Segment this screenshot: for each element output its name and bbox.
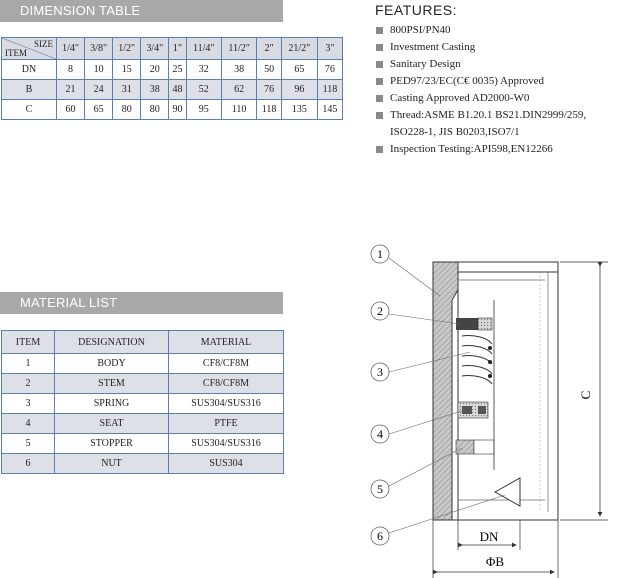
valve-seat xyxy=(458,402,488,418)
table-cell: 32 xyxy=(186,60,221,80)
feature-item-continuation: ISO228-1, JIS B0203,ISO7/1 xyxy=(390,126,520,138)
dimension-c-label: C xyxy=(578,390,593,400)
valve-nut xyxy=(495,478,520,506)
table-cell: 4 xyxy=(2,414,55,434)
table-cell: 25 xyxy=(169,60,186,80)
size-header: 1" xyxy=(169,38,186,60)
svg-text:4: 4 xyxy=(377,427,383,441)
table-cell: 80 xyxy=(141,100,169,120)
table-cell: 90 xyxy=(169,100,186,120)
feature-item: Casting Approved AD2000-W0 xyxy=(375,90,622,107)
table-cell: NUT xyxy=(55,454,169,474)
table-cell: 80 xyxy=(113,100,141,120)
size-header: 1/2" xyxy=(113,38,141,60)
table-cell: 6 xyxy=(2,454,55,474)
size-header: 1/4" xyxy=(57,38,85,60)
dimension-table-title: DIMENSION TABLE xyxy=(0,0,283,22)
corner-size-label: SIZE xyxy=(34,39,53,49)
row-label: B xyxy=(2,80,57,100)
valve-stem xyxy=(456,318,492,330)
table-cell: BODY xyxy=(55,354,169,374)
svg-text:3: 3 xyxy=(377,365,383,379)
table-cell: 31 xyxy=(113,80,141,100)
table-cell: 24 xyxy=(85,80,113,100)
table-cell: 21 xyxy=(57,80,85,100)
column-header: MATERIAL xyxy=(169,331,284,354)
table-cell: 50 xyxy=(257,60,282,80)
table-cell: 62 xyxy=(221,80,256,100)
feature-item: 800PSI/PN40 xyxy=(375,22,622,39)
table-cell: 65 xyxy=(85,100,113,120)
table-cell: STOPPER xyxy=(55,434,169,454)
table-cell: CF8/CF8M xyxy=(169,374,284,394)
table-cell: SEAT xyxy=(55,414,169,434)
corner-item-label: ITEM xyxy=(5,48,27,58)
table-cell: 8 xyxy=(57,60,85,80)
size-header: 11/2" xyxy=(221,38,256,60)
table-cell: CF8/CF8M xyxy=(169,354,284,374)
table-cell: PTFE xyxy=(169,414,284,434)
table-cell: 135 xyxy=(281,100,317,120)
dimension-c-line xyxy=(560,262,608,520)
feature-item: PED97/23/EC(C€ 0035) Approved xyxy=(375,73,622,90)
size-header: 2" xyxy=(257,38,282,60)
size-header: 3/4" xyxy=(141,38,169,60)
table-cell: 65 xyxy=(281,60,317,80)
dimension-dn-line xyxy=(458,520,520,550)
table-cell: 145 xyxy=(317,100,342,120)
size-header: 21/2" xyxy=(281,38,317,60)
table-cell: 3 xyxy=(2,394,55,414)
table-cell: 48 xyxy=(169,80,186,100)
dimension-dn-label: DN xyxy=(479,529,499,544)
table-cell: SUS304 xyxy=(169,454,284,474)
table-cell: SUS304/SUS316 xyxy=(169,394,284,414)
table-cell: 52 xyxy=(186,80,221,100)
size-header: 3" xyxy=(317,38,342,60)
valve-spring xyxy=(462,335,492,384)
table-cell: 95 xyxy=(186,100,221,120)
valve-body xyxy=(433,262,558,520)
material-list-title: MATERIAL LIST xyxy=(0,292,283,314)
svg-text:2: 2 xyxy=(377,304,383,318)
table-cell: 76 xyxy=(257,80,282,100)
size-header: 11/4" xyxy=(186,38,221,60)
table-cell: STEM xyxy=(55,374,169,394)
features-title: FEATURES: xyxy=(375,2,458,18)
table-cell: SUS304/SUS316 xyxy=(169,434,284,454)
table-cell: 110 xyxy=(221,100,256,120)
size-header: 3/8" xyxy=(85,38,113,60)
column-header: ITEM xyxy=(2,331,55,354)
table-cell: 10 xyxy=(85,60,113,80)
dimension-b-label: ΦB xyxy=(485,554,505,569)
table-cell: 118 xyxy=(257,100,282,120)
svg-text:6: 6 xyxy=(377,529,383,543)
row-label: DN xyxy=(2,60,57,80)
feature-item: Investment Casting xyxy=(375,39,622,56)
table-cell: 60 xyxy=(57,100,85,120)
callout-1 xyxy=(371,245,440,296)
feature-item: Thread:ASME B1.20.1 BS21.DIN2999/259, xyxy=(375,107,622,124)
svg-text:5: 5 xyxy=(377,482,383,496)
row-label: C xyxy=(2,100,57,120)
valve-stopper xyxy=(456,440,494,454)
svg-text:1: 1 xyxy=(377,247,383,261)
table-cell: SPRING xyxy=(55,394,169,414)
table-cell: 2 xyxy=(2,374,55,394)
table-cell: 76 xyxy=(317,60,342,80)
feature-item: Inspection Testing:API598,EN12266 xyxy=(375,141,622,158)
table-cell: 20 xyxy=(141,60,169,80)
table-cell: 38 xyxy=(141,80,169,100)
table-cell: 118 xyxy=(317,80,342,100)
callout-3 xyxy=(371,352,470,381)
table-cell: 38 xyxy=(221,60,256,80)
table-cell: 5 xyxy=(2,434,55,454)
table-cell: 1 xyxy=(2,354,55,374)
table-cell: 15 xyxy=(113,60,141,80)
column-header: DESIGNATION xyxy=(55,331,169,354)
table-cell: 96 xyxy=(281,80,317,100)
feature-item: Sanitary Design xyxy=(375,56,622,73)
